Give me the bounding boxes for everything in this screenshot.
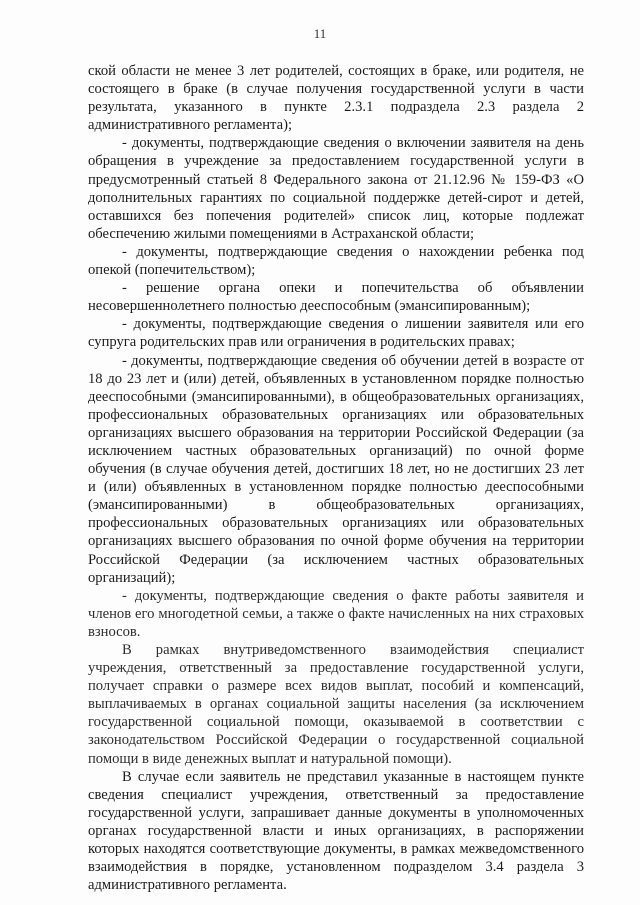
paragraph-intradepartmental-interaction: В рамках внутриведомственного взаимодействия специалист учреждения, ответственный за предоставление государственной услуги, получает справки о размере всех видов выплат, пособий и компенсаций, выплачиваемых в органах социальной защиты населения (за исключением государственной социальной помощи, оказываемой в соответствии с законодательством Российской Федерации о государственной социальной помощи в виде денежных выплат и натуральной помощи).	[88, 642, 584, 767]
list-item-inclusion-documents: - документы, подтверждающие сведения о включении заявителя на день обращения в учреждение за предоставлением государственной услуги в предусмотренный статьей 8 Федерального закона от 21.12.96 № 159-ФЗ «О дополнительных гарантиях по социальной поддержке детей-сирот и детей, оставшихся без попечения родителей» список лиц, которые подлежат обеспечению жилыми помещениями в Астраханской области;	[88, 135, 584, 242]
paragraph-continuation: ской области не менее 3 лет родителей, состоящих в браке, или родителя, не состоящего в браке (в случае получения государственной услуги в части результата, указанного в пункте 2.3.1 подраздела 2.3 раздела 2 административного регламента);	[88, 63, 584, 134]
document-body	[88, 62, 584, 894]
page-number: 11	[313, 26, 327, 41]
list-item-emancipation-decision: - решение органа опеки и попечительства об объявлении несовершеннолетнего полностью дееспособным (эмансипированным);	[88, 280, 584, 315]
list-item-parental-rights-documents: - документы, подтверждающие сведения о лишении заявителя или его супруга родительских прав или ограничения в родительских правах;	[88, 316, 584, 351]
paragraph-interdepartmental-request: В случае если заявитель не представил указанные в настоящем пункте сведения специалист учреждения, ответственный за предоставление государственной услуги, запрашивает данные документы в уполномоченных органах государственной власти и иных организациях, в распоряжении которых находятся соответствующие документы, в рамках межведомственного взаимодействия в порядке, установленном подразделом 3.4 раздела 3 административного регламента.	[88, 768, 584, 894]
list-item-education-documents: - документы, подтверждающие сведения об обучении детей в возрасте от 18 до 23 лет и (или) детей, объявленных в установленном порядке полностью дееспособными (эмансипированными), в общеобразовательных организациях, профессиональных образовательных организациях или образовательных организациях высшего образования на территории Российской Федерации (за исключением частных образовательных организаций) по очной форме обучения (в случае обучения детей, достигших 18 лет, но не достигших 23 лет и (или) объявленных в установленном порядке полностью дееспособными (эмансипированными) в общеобразовательных организациях, профессиональных образовательных организациях или образовательных организациях высшего образования по очной форме обучения на территории Российской Федерации (за исключением частных образовательных организаций);	[88, 352, 584, 586]
list-item-employment-documents: - документы, подтверждающие сведения о факте работы заявителя и членов его многодетной семьи, а также о факте начисленных на них страховых взносов.	[88, 587, 584, 640]
list-item-guardianship-documents: - документы, подтверждающие сведения о нахождении ребенка под опекой (попечительством);	[88, 243, 584, 279]
